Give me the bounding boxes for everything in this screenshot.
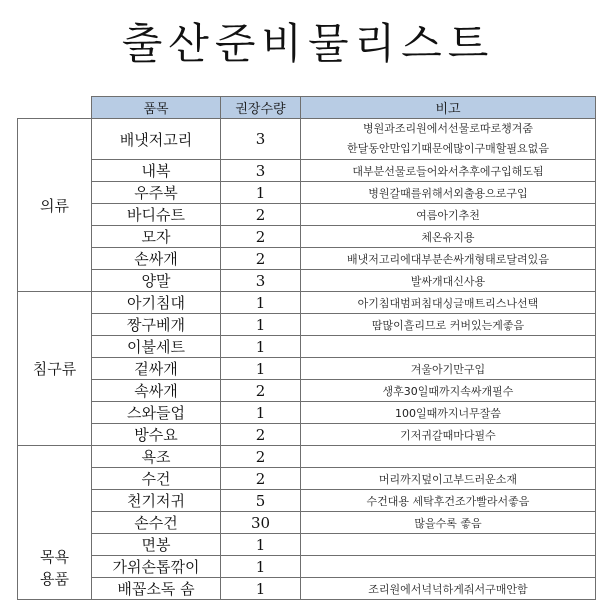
header-note: 비고 — [301, 97, 596, 119]
category-bath — [18, 446, 92, 600]
table-row — [18, 380, 596, 402]
category-bath-line2: 용품 — [40, 570, 69, 588]
item-name: 속싸개 — [92, 380, 221, 402]
item-qty: 2 — [221, 424, 301, 446]
item-qty: 2 — [221, 248, 301, 270]
item-qty: 3 — [221, 270, 301, 292]
item-note: 땀많이흘리므로 커버있는게좋음 — [301, 314, 596, 336]
item-name: 수건 — [92, 468, 221, 490]
item-name: 우주복 — [92, 182, 221, 204]
item-qty: 2 — [221, 468, 301, 490]
item-qty: 5 — [221, 490, 301, 512]
item-name: 모자 — [92, 226, 221, 248]
table-row — [18, 336, 596, 358]
item-note — [301, 534, 596, 556]
item-name: 배냇저고리 — [92, 119, 221, 160]
item-note: 아기침대범퍼침대싱글매트리스나선택 — [301, 292, 596, 314]
item-note: 체온유지용 — [301, 226, 596, 248]
table-row — [18, 314, 596, 336]
item-note-line2: 한달동안만입기때문에많이구매할필요없음 — [347, 142, 549, 155]
table-row — [18, 204, 596, 226]
table-row — [18, 578, 596, 600]
item-note: 수건대용 세탁후건조가빨라서좋음 — [301, 490, 596, 512]
header-row — [18, 97, 596, 119]
item-note — [301, 556, 596, 578]
item-qty: 1 — [221, 314, 301, 336]
table-row — [18, 468, 596, 490]
item-name: 욕조 — [92, 446, 221, 468]
item-name: 이불세트 — [92, 336, 221, 358]
item-note: 100일때까지너무잘씀 — [301, 402, 596, 424]
item-qty: 2 — [221, 226, 301, 248]
item-name: 짱구베개 — [92, 314, 221, 336]
table-row — [18, 402, 596, 424]
table-row — [18, 160, 596, 182]
item-qty: 1 — [221, 182, 301, 204]
item-qty: 2 — [221, 204, 301, 226]
item-qty: 1 — [221, 556, 301, 578]
item-qty: 30 — [221, 512, 301, 534]
item-name: 양말 — [92, 270, 221, 292]
item-name: 방수요 — [92, 424, 221, 446]
item-note: 많을수록 좋음 — [301, 512, 596, 534]
item-note-line1: 병원과조리원에서선물로따로챙겨줌 — [362, 122, 533, 135]
item-qty: 1 — [221, 534, 301, 556]
page-title: 출산준비물리스트 — [121, 19, 495, 68]
header-blank — [18, 97, 92, 119]
item-note: 겨울아기만구입 — [301, 358, 596, 380]
item-name: 겉싸개 — [92, 358, 221, 380]
item-name: 손싸개 — [92, 248, 221, 270]
item-name: 스와들업 — [92, 402, 221, 424]
item-name: 가위손톱깎이 — [92, 556, 221, 578]
item-note: 발싸개대신사용 — [301, 270, 596, 292]
table-row — [18, 556, 596, 578]
item-name: 천기저귀 — [92, 490, 221, 512]
item-qty: 1 — [221, 578, 301, 600]
table-row — [18, 424, 596, 446]
table-row — [18, 446, 596, 468]
item-name: 아기침대 — [92, 292, 221, 314]
table-row — [18, 248, 596, 270]
item-note: 여름아기추천 — [301, 204, 596, 226]
category-clothing: 의류 — [18, 119, 92, 292]
table-row — [18, 226, 596, 248]
item-name: 바디슈트 — [92, 204, 221, 226]
table-row — [18, 490, 596, 512]
item-note: 조리원에서넉넉하게줘서구매안함 — [301, 578, 596, 600]
table-row — [18, 182, 596, 204]
item-note — [301, 336, 596, 358]
item-note — [301, 446, 596, 468]
item-name: 손수건 — [92, 512, 221, 534]
header-item: 품목 — [92, 97, 221, 119]
item-note — [301, 119, 596, 160]
item-qty: 2 — [221, 446, 301, 468]
item-note: 머리까지덮이고부드러운소재 — [301, 468, 596, 490]
item-note: 배냇저고리에대부분손싸개형태로달려있음 — [301, 248, 596, 270]
item-qty: 2 — [221, 380, 301, 402]
item-qty: 1 — [221, 292, 301, 314]
item-qty: 3 — [221, 160, 301, 182]
item-name: 면봉 — [92, 534, 221, 556]
category-bedding: 침구류 — [18, 292, 92, 446]
item-note: 병원갈때를위해서외출용으로구입 — [301, 182, 596, 204]
checklist-table — [17, 96, 596, 600]
item-name: 내복 — [92, 160, 221, 182]
item-note: 생후30일때까지속싸개필수 — [301, 380, 596, 402]
item-name: 배꼽소독 솜 — [92, 578, 221, 600]
table-row — [18, 270, 596, 292]
item-note: 대부분선물로들어와서추후에구입해도됨 — [301, 160, 596, 182]
table-row — [18, 119, 596, 160]
table-row — [18, 534, 596, 556]
item-qty: 1 — [221, 358, 301, 380]
item-qty: 3 — [221, 119, 301, 160]
category-bath-line1: 목욕 — [40, 548, 69, 566]
table-row — [18, 358, 596, 380]
header-qty: 권장수량 — [221, 97, 301, 119]
item-qty: 1 — [221, 402, 301, 424]
item-note: 기저귀갈때마다필수 — [301, 424, 596, 446]
item-qty: 1 — [221, 336, 301, 358]
table-row — [18, 512, 596, 534]
table-row — [18, 292, 596, 314]
